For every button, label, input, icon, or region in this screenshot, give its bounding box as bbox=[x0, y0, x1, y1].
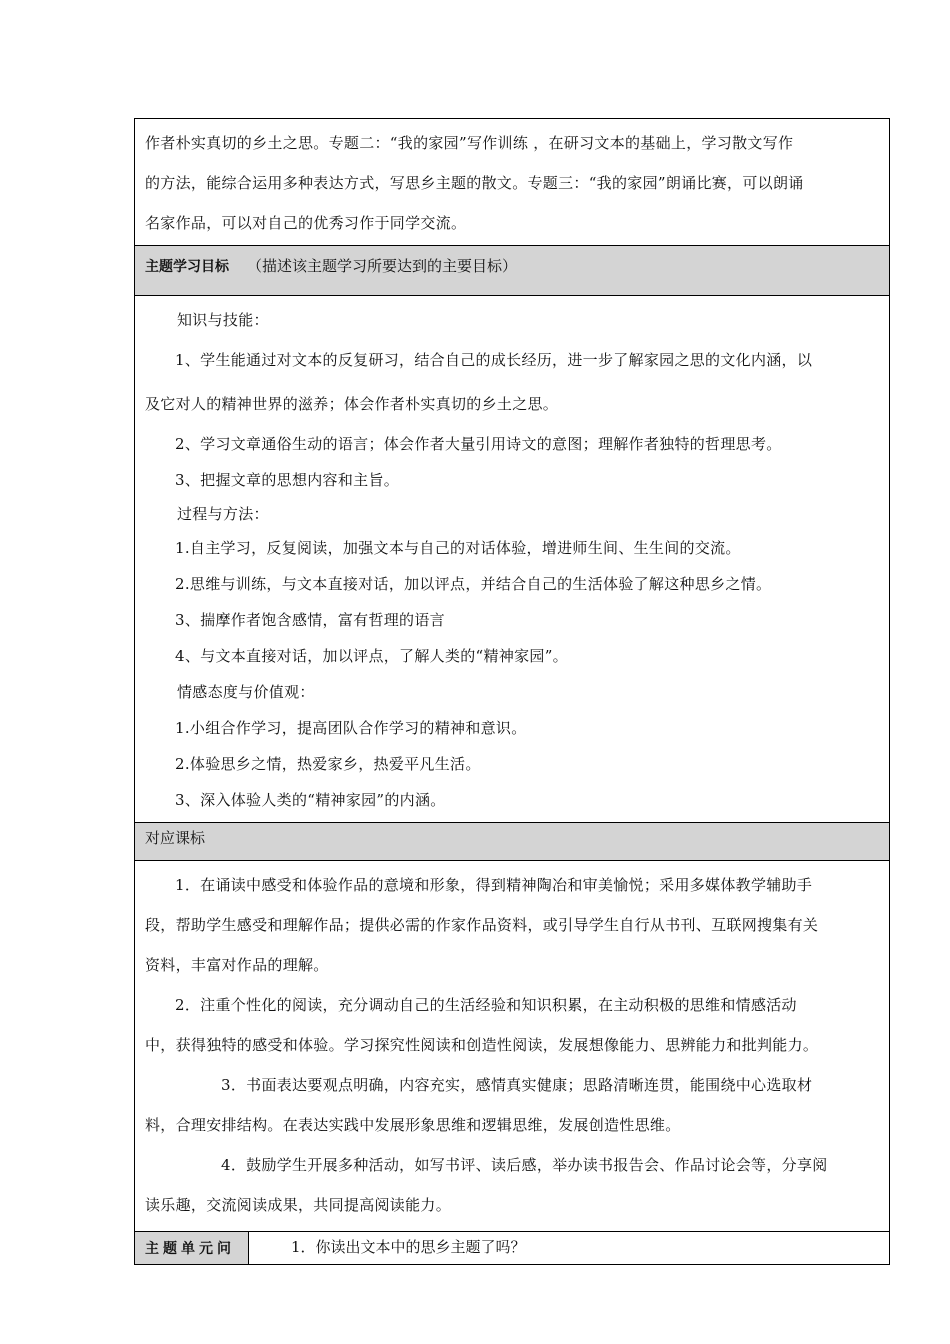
standard-2-line-1: 2．注重个性化的阅读，充分调动自己的生活经验和知识积累，在主动积极的思维和情感活动 bbox=[175, 996, 797, 1014]
standard-1-line-3: 资料，丰富对作品的理解。 bbox=[145, 956, 329, 974]
intro-line-1: 作者朴实真切的乡土之思。专题二：“我的家园”写作训练 ，在研习文本的基础上，学习散文写作 bbox=[145, 134, 794, 152]
goals-header-title: 主题学习目标 bbox=[145, 259, 229, 275]
process-title: 过程与方法： bbox=[177, 505, 269, 523]
emotion-title: 情感态度与价值观： bbox=[177, 683, 315, 701]
standard-2-line-2: 中，获得独特的感受和体验。学习探究性阅读和创造性阅读，发展想像能力、思辨能力和批判能力。 bbox=[145, 1036, 819, 1054]
knowledge-item-1b: 及它对人的精神世界的滋养；体会作者朴实真切的乡土之思。 bbox=[145, 395, 559, 413]
standard-1-line-2: 段，帮助学生感受和理解作品；提供必需的作家作品资料，或引导学生自行从书刊、互联网搜集有关 bbox=[145, 916, 819, 934]
intro-line-2: 的方法，能综合运用多种表达方式，写思乡主题的散文。专题三：“我的家园”朗诵比赛，可以朗诵 bbox=[145, 174, 804, 192]
process-item-3: 3、揣摩作者饱含感情，富有哲理的语言 bbox=[175, 611, 445, 629]
intro-line-3: 名家作品，可以对自己的优秀习作于同学交流。 bbox=[145, 214, 467, 232]
standard-4-line-2: 读乐趣，交流阅读成果，共同提高阅读能力。 bbox=[145, 1196, 452, 1214]
standards-header bbox=[134, 822, 890, 860]
emotion-item-3: 3、深入体验人类的“精神家园”的内涵。 bbox=[175, 791, 446, 809]
standard-1-line-1: 1．在诵读中感受和体验作品的意境和形象，得到精神陶冶和审美愉悦；采用多媒体教学辅助手 bbox=[175, 876, 813, 894]
emotion-item-2: 2.体验思乡之情，热爱家乡，热爱平凡生活。 bbox=[175, 755, 481, 773]
goals-cell bbox=[134, 295, 890, 822]
intro-cell bbox=[134, 118, 890, 245]
unit-question-label: 主题单元问 bbox=[135, 1232, 249, 1264]
knowledge-item-2: 2、学习文章通俗生动的语言；体会作者大量引用诗文的意图；理解作者独特的哲理思考。 bbox=[175, 435, 782, 453]
standard-4-line-1: 4．鼓励学生开展多种活动，如写书评、读后感，举办读书报告会、作品讨论会等，分享阅 bbox=[221, 1156, 828, 1174]
process-item-1: 1.自主学习，反复阅读，加强文本与自己的对话体验，增进师生间、生生间的交流。 bbox=[175, 539, 741, 557]
standard-3-line-1: 3．书面表达要观点明确，内容充实，感情真实健康；思路清晰连贯，能围绕中心选取材 bbox=[221, 1076, 813, 1094]
emotion-item-1: 1.小组合作学习，提高团队合作学习的精神和意识。 bbox=[175, 719, 527, 737]
standards-header-title: 对应课标 bbox=[145, 829, 206, 847]
knowledge-title: 知识与技能： bbox=[177, 311, 269, 329]
lesson-plan-table bbox=[134, 118, 890, 1265]
process-item-4: 4、与文本直接对话，加以评点，了解人类的“精神家园”。 bbox=[175, 647, 568, 665]
standards-cell bbox=[134, 860, 890, 1231]
standard-3-line-2: 料，合理安排结构。在表达实践中发展形象思维和逻辑思维，发展创造性思维。 bbox=[145, 1116, 681, 1134]
knowledge-item-1a: 1、学生能通过对文本的反复研习，结合自己的成长经历，进一步了解家园之思的文化内涵，以 bbox=[175, 351, 813, 369]
unit-question-value: 1．你读出文本中的思乡主题了吗？ bbox=[291, 1238, 526, 1256]
process-item-2: 2.思维与训练，与文本直接对话，加以评点，并结合自己的生活体验了解这种思乡之情。 bbox=[175, 575, 772, 593]
unit-question-row bbox=[134, 1231, 890, 1265]
knowledge-item-3: 3、把握文章的思想内容和主旨。 bbox=[175, 471, 400, 489]
goals-header-note: （描述该主题学习所要达到的主要目标） bbox=[247, 257, 518, 275]
goals-header bbox=[134, 245, 890, 295]
